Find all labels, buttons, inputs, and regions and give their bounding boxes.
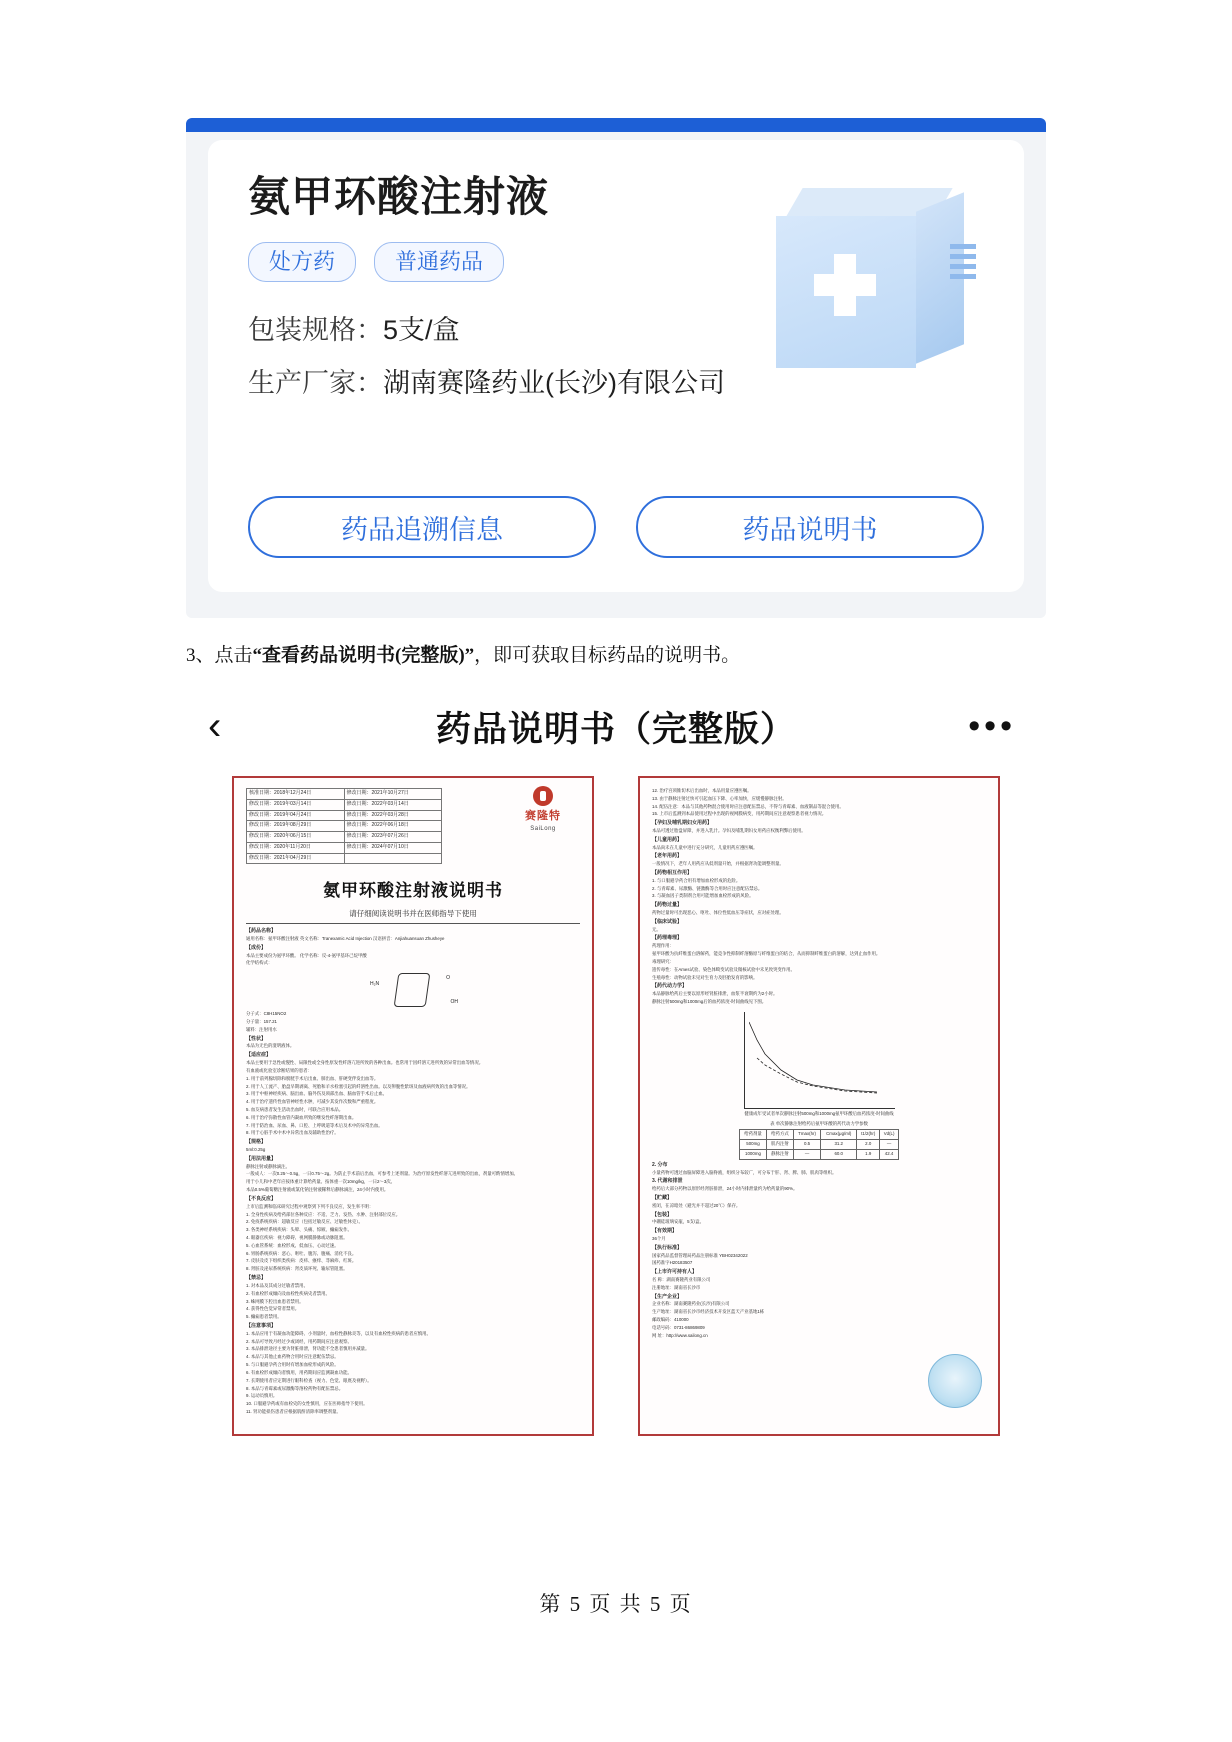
section-line: 10. 口服避孕药或有血栓史的女性慎用，应在医师指导下使用。 (246, 1401, 368, 1407)
revision-cell: 修改日期：2021年10月27日 (344, 789, 442, 800)
table-row (247, 853, 442, 864)
section-line: 氨甲环酸为抗纤维蛋白溶解药，能竞争性抑制纤溶酶原与纤维蛋白的结合，从而抑制纤维蛋白的溶解，达到止血作用。 (652, 951, 881, 957)
section-line: 6. 用于治疗弥散性血管内凝血所致的继发性纤溶期出血。 (246, 1114, 357, 1120)
table-row (247, 832, 442, 843)
section-line: 电话号码：0731-86869809 (652, 1324, 705, 1330)
pk-cell: 2.0 (857, 1140, 880, 1150)
section-heading: 【成份】 (246, 944, 267, 951)
section-line: 7. 用于防治血、尿血、鼻、口腔、上呼吸道等术后及术中的异常出血。 (246, 1122, 383, 1128)
drug-card (208, 140, 1024, 592)
section-line: 3. 用于中枢神经疾病、脑出血、脑外伤及颈部出血、脑血管手术后止血。 (246, 1091, 387, 1097)
section-heading: 【药物过量】 (652, 902, 683, 909)
manual-body-1 (246, 928, 580, 1416)
section-line: 分子式：C8H15NO2 (246, 1011, 287, 1017)
step-instruction (186, 640, 740, 667)
section-line: 邮政编码：410000 (652, 1316, 689, 1322)
section-line: 注册地址：湖南省长沙市 (652, 1284, 701, 1290)
brand-name-cn: 赛隆特 (525, 810, 561, 822)
section-line: 3. 各类神经系统疾病：头晕、头痛、惊厥、癫痫发作。 (246, 1227, 352, 1233)
viewer-header (186, 690, 1046, 768)
revision-cell: 修改日期：2023年07月26日 (344, 832, 442, 843)
registration-number: 国药准字H20183507 (652, 1260, 693, 1266)
section-heading: 【性状】 (246, 1035, 267, 1042)
section-line: 生殖毒性：动物试验未见对生育力及胚胎发育的影响。 (652, 974, 758, 980)
section-line: 2. 用于人工流产、胎盘早期剥离、死胎和羊水栓塞引起的纤溶性出血。以及卵腹性紫斑及血液病所致的出血等情况。 (246, 1083, 471, 1089)
section-line: 1. 对本品及其成分过敏者禁用。 (246, 1282, 308, 1288)
card-top-bar (186, 118, 1046, 132)
pk-cell: 1000mg (740, 1150, 767, 1160)
table-row (247, 799, 442, 810)
section-line: 4. 用于治疗遗传性血管神经性水肿，可减少其发作次数和严重程度。 (246, 1099, 379, 1105)
section-line: 4. 眼器官疾病：视力障碍、视网膜静脉或动脉阻塞。 (246, 1235, 348, 1240)
section-line: 名 称：湖南赛隆药业有限公司 (652, 1276, 711, 1282)
package-spec-row (248, 312, 768, 348)
tag-prescription: 处方药 (248, 242, 356, 282)
section-heading: 【孕妇及哺乳期妇女用药】 (652, 820, 713, 827)
pk-cell: 500mg (740, 1140, 767, 1150)
section-line: 7. 皮肤及皮下组织类疾病：皮疹、瘙痒、荨麻疹、红斑。 (246, 1258, 357, 1264)
section-line: 7. 长期使用者应定期进行眼科检查（视力、色觉、眼底及视野）。 (246, 1377, 372, 1383)
section-line: 5ml:0.25g (246, 1147, 266, 1153)
pk-cell: 31.2 (821, 1140, 857, 1150)
section-line: 遗传毒性：在Ames试验、染色体畸变试验及微核试验中未见致突变作用。 (652, 966, 795, 972)
medicine-box-icon (776, 188, 986, 378)
table-row (740, 1140, 899, 1150)
section-line: 静脉注射500mg和1000mg后的血药浓度-时间曲线见下图。 (652, 998, 767, 1004)
revision-cell: 修改日期：2021年04月29日 (247, 853, 345, 864)
section-line: 4. 获得性色觉异常者禁用。 (246, 1306, 300, 1312)
package-spec-value: 5支/盒 (383, 315, 460, 346)
pk-col: Vd(L) (880, 1130, 899, 1140)
drug-card-screenshot (186, 118, 1046, 618)
package-spec-label: 包装规格： (248, 315, 383, 346)
section-line: 网 址：http://www.sailong.cn (652, 1332, 708, 1338)
section-line: 8. 用于心脏手术中术中异常出血及辅助性治疗。 (246, 1130, 339, 1136)
section-heading: 【药物相互作用】 (652, 870, 693, 877)
drug-manual-button[interactable]: 药品说明书 (636, 496, 984, 558)
section-line: 4. 本品与其他止血药物合用时应注意配伍禁忌。 (246, 1354, 339, 1360)
pk-col: Tmax(hr) (793, 1130, 820, 1140)
section-heading: 【贮藏】 (652, 1195, 673, 1202)
revision-cell: 修改日期：2020年11月20日 (247, 842, 345, 853)
section-line: 11. 肾功能损伤患者应根据肌酐清除率调整剂量。 (246, 1409, 341, 1415)
step-emphasis: “查看药品说明书(完整版)” (252, 645, 475, 666)
pk-curve-svg (749, 1018, 879, 1094)
section-line: 本品尚未在儿童中进行充分研究，儿童用药应遵医嘱。 (652, 844, 758, 850)
table-row (247, 789, 442, 800)
section-heading: 【注意事项】 (246, 1323, 277, 1330)
manufacturer-row (248, 365, 768, 401)
section-line: 企业名称：湖南赛隆药业(长沙)有限公司 (652, 1301, 730, 1307)
section-line: 1. 本品应用于有凝血功能障碍、小剂量时，血栓性静脉炎等，以及有血栓性疾病的患者应慎用。 (246, 1330, 431, 1336)
section-line: 本品主要用于急性或慢性、局限性或全身性原发性纤溶亢进所致的各种出血。也常用于因纤溶亢进所致的异常出血等情况。 (246, 1060, 484, 1066)
section-line: 国家药品监督管理局药品注册标准 YBH02342022 (652, 1252, 748, 1258)
step-prefix: 3、点击 (186, 645, 253, 666)
step-suffix: ，即可获取目标药品的说明书。 (474, 645, 741, 666)
revision-cell (344, 853, 442, 864)
section-line: 小量药物可透过血脑屏障进入脑脊液，组织分布较广，可分布于肝、肾、脾、肺、肌肉等组织。 (652, 1169, 837, 1175)
pk-concentration-chart (744, 1012, 895, 1109)
section-line: 1. 用于前列腺切除和膀胱手术后出血、肺出血、肝硬变伴发出血等。 (246, 1075, 379, 1081)
section-heading: 【临床试验】 (652, 918, 683, 925)
pk-table (739, 1129, 899, 1159)
section-line: 5. 血友病患者发生活动出血时，可联合应用本品。 (246, 1106, 344, 1112)
viewer-title: 药品说明书（完整版） (435, 710, 796, 749)
section-heading: 【上市许可持有人】 (652, 1269, 698, 1276)
section-line: 化学结构式： (246, 960, 273, 966)
section-heading: 【老年用药】 (652, 853, 683, 860)
section-heading: 【有效期】 (652, 1228, 678, 1235)
chemical-structure-icon: H₂N OH O (370, 975, 458, 1006)
section-heading: 【药品名称】 (246, 928, 277, 935)
pk-table-title: 表 单次静脉注射给药后氨甲环酸的药代动力学参数 (770, 1120, 868, 1126)
pk-col: t1/2(hr) (857, 1130, 880, 1140)
section-line: 13. 由于静脉注射过快可引起血压下降、心率加快，应缓慢静脉注射。 (652, 795, 787, 801)
revision-table (246, 788, 442, 864)
section-heading: 【儿童用药】 (652, 836, 683, 843)
pk-cell: 60.0 (821, 1150, 857, 1160)
pk-cell: 0.5 (793, 1140, 820, 1150)
manual-page-2[interactable] (638, 776, 1000, 1436)
trace-info-button[interactable]: 药品追溯信息 (248, 496, 596, 558)
pk-cell: — (880, 1140, 899, 1150)
manual-pages (186, 776, 1046, 1436)
revision-cell: 修改日期：2022年03月28日 (344, 810, 442, 821)
revision-cell: 核准日期：2018年12月24日 (247, 789, 345, 800)
chevron-left-icon[interactable]: ‹ (208, 704, 222, 748)
section-line: 2. 本品可导致月经过少或闭经，用药期间应注意观察。 (246, 1338, 352, 1344)
revision-cell: 修改日期：2024年07月10日 (344, 842, 442, 853)
section-line: 本品可透过胎盘屏障，并进入乳汁。孕妇及哺乳期妇女用药应权衡利弊后使用。 (652, 828, 806, 834)
section-line: 密闭，在凉暗处（避光并不超过20℃）保存。 (652, 1202, 741, 1208)
brand-mark-icon (533, 786, 553, 806)
section-line: 中硼硅玻璃安瓿，5支/盒。 (652, 1219, 704, 1225)
manual-body-2 (652, 788, 986, 1339)
revision-cell: 修改日期：2022年06月18日 (344, 821, 442, 832)
quality-seal-icon (928, 1354, 982, 1408)
pk-cell: — (793, 1150, 820, 1160)
table-row (247, 821, 442, 832)
section-line: 5. 与口服避孕药合用时有增加血栓形成的风险。 (246, 1362, 339, 1368)
pk-cell: 肌内注射 (766, 1140, 793, 1150)
table-row (740, 1150, 899, 1160)
revision-cell: 修改日期：2020年06月15日 (247, 832, 345, 843)
section-line: 无。 (652, 926, 661, 932)
section-line: 2. 有血栓形成倾向及血栓性疾病史者禁用。 (246, 1290, 330, 1296)
section-heading: 【禁忌】 (246, 1275, 267, 1282)
section-line: 给药后大部分药物以原形经肾脏排泄，24小时内排泄量约为给药量的90%。 (652, 1186, 798, 1192)
revision-cell: 修改日期：2019年04月24日 (247, 810, 345, 821)
section-line: 5. 心血管系统：血栓形成、低血压、心动过速。 (246, 1242, 339, 1248)
section-heading: 【适应症】 (246, 1052, 272, 1059)
drug-card-actions (248, 496, 984, 558)
section-line: 12. 治疗宫颈锥切术后出血时，本品用量应遵医嘱。 (652, 788, 752, 793)
section-line: 1. 全身性疾病及给药部位各种反应：不适、乏力、发热、水肿、注射部位反应。 (246, 1211, 401, 1217)
pk-col: 给药方式 (766, 1130, 793, 1140)
more-dots-icon[interactable]: ••• (968, 707, 1016, 745)
section-line: 3. 蛛网膜下腔出血患者禁用。 (246, 1298, 304, 1304)
pk-col: 给药剂量 (740, 1130, 767, 1140)
section-heading: 【生产企业】 (652, 1293, 683, 1300)
section-line: 2. 免疫系统疾病：超敏反应（包括过敏反应、过敏性休克）。 (246, 1219, 363, 1225)
section-line: 1. 与口服避孕药合用有增加血栓形成的危险。 (652, 877, 741, 883)
section-line: 6. 胃肠系统疾病：恶心、呕吐、腹泻、腹痛、消化不良。 (246, 1250, 357, 1256)
section-line: 一般成人：一次0.25～0.5g，一日0.75～2g。为防止手术前后出血，可参考上述剂量。为治疗原发性纤溶亢进所致的出血，剂量可酌情增加。 (246, 1171, 519, 1177)
section-heading: 【不良反应】 (246, 1195, 277, 1202)
section-line: 5. 癫痫患者禁用。 (246, 1314, 282, 1320)
manual-subtitle: 请仔细阅读说明书并在医师指导下使用 (246, 908, 580, 925)
section-line: 本品静脉给药后主要以原形经肾脏排泄，血浆半衰期约为2小时。 (652, 991, 778, 997)
section-line: 辅料：注射用水 (246, 1026, 277, 1032)
section-line: 静脉注射或静脉滴注。 (246, 1163, 290, 1169)
section-line: 8. 肾脏及泌尿系统疾病：肾皮质坏死、输尿管阻塞。 (246, 1266, 348, 1272)
table-header-row (740, 1130, 899, 1140)
section-line: 3. 与凝血因子类制剂合用可能增加血栓形成的风险。 (652, 893, 754, 899)
table-row (247, 810, 442, 821)
pk-col: Cmax(μg/ml) (821, 1130, 857, 1140)
pk-cell: 静脉注射 (766, 1150, 793, 1160)
brand-name-en: SaiLong (530, 826, 556, 833)
section-line: 药物过量时可出现恶心、呕吐、体位性低血压等症状，应对症处理。 (652, 910, 784, 916)
revision-cell: 修改日期：2019年03月14日 (247, 799, 345, 810)
section-line: 8. 本品与青霉素或尿激酶等溶栓药物有配伍禁忌。 (246, 1385, 344, 1391)
section-heading: 3. 代谢和排泄 (652, 1178, 683, 1185)
chart-caption: 健康成年受试者单次静脉注射500mg和1000mg氨甲环酸后血药浓度-时间曲线 (744, 1110, 894, 1116)
section-line: 36个月 (652, 1235, 666, 1241)
section-line: 上市后监测和临床研究过程中观察到下列不良反应，发生率不明： (246, 1203, 374, 1209)
section-line: 生产地址：湖南省长沙市经济技术开发区蓝天产业基地1栋 (652, 1309, 765, 1315)
section-line: 2. 与青霉素、尿激酶、链激酶等合用时应注意配伍禁忌。 (652, 885, 763, 891)
section-line: 药理作用： (652, 943, 674, 949)
section-line: 6. 有血栓形成倾向者慎用，用药期间应监测凝血功能。 (246, 1369, 352, 1375)
manufacturer-value: 湖南赛隆药业(长沙)有限公司 (383, 367, 725, 398)
section-line: 本品主要成份为氨甲环酸。 化学名称：反-4-氨甲基环己烷甲酸 (246, 952, 367, 958)
pk-cell: 42.4 (880, 1150, 899, 1160)
section-line: 9. 运动员慎用。 (246, 1393, 278, 1399)
section-heading: 【规格】 (246, 1139, 267, 1146)
brand-logo (508, 786, 578, 834)
tag-common-drug: 普通药品 (374, 242, 504, 282)
section-line: 15. 上市后监测到本品使用过程中出现的视网膜病变，用药期间应注意观察患者视力情况。 (652, 811, 827, 817)
section-line: 本品0.5%葡萄糖注射液或氯化钠注射液稀释后静脉滴注，24小时内使用。 (246, 1187, 389, 1193)
section-heading: 【药代动力学】 (652, 983, 688, 990)
section-line: 本品为无色的澄明液体。 (246, 1043, 295, 1049)
section-heading: 【包装】 (652, 1211, 673, 1218)
drug-title: 氨甲环酸注射液 (248, 173, 550, 220)
section-line: 分子量：157.21 (246, 1019, 277, 1025)
section-line: 一般情况下，老年人用药应从低剂量开始，并根据肾功能调整剂量。 (652, 861, 784, 867)
table-row (247, 842, 442, 853)
revision-cell: 修改日期：2022年03月14日 (344, 799, 442, 810)
pk-cell: 1.9 (857, 1150, 880, 1160)
section-line: 通用名称：氨甲环酸注射液 英文名称：Tranexamic Acid Injection 汉语拼音：Anjiahuansuan Zhusheye (246, 935, 445, 941)
section-heading: 【用法用量】 (246, 1155, 277, 1162)
section-line: 用于小儿和中老年应按体重计算给药量。按体重一次10mg/kg，一日2～3次。 (246, 1179, 396, 1185)
section-line: 毒理研究： (652, 958, 674, 964)
section-heading: 【执行标准】 (652, 1244, 683, 1251)
section-line: 14. 配伍注意：本品与其他药物混合使用时应注意配伍禁忌，不得与青霉素、血液制品等混合使用。 (652, 803, 844, 809)
revision-cell: 修改日期：2019年08月29日 (247, 821, 345, 832)
section-heading: 2. 分布 (652, 1161, 668, 1168)
section-heading: 【药理毒理】 (652, 935, 683, 942)
manufacturer-label: 生产厂家： (248, 367, 383, 398)
manual-title: 氨甲环酸注射液说明书 (323, 881, 503, 901)
manual-viewer-screenshot (186, 690, 1046, 1480)
page-footer: 第 5 页 共 5 页 (539, 1592, 693, 1616)
section-line: 有血液或化验室诊断结果的患者： (246, 1067, 312, 1073)
section-line: 3. 本品排泄途径主要为肾脏排泄，肾功能不全患者慎用并减量。 (246, 1346, 370, 1352)
manual-page-1[interactable] (232, 776, 594, 1436)
